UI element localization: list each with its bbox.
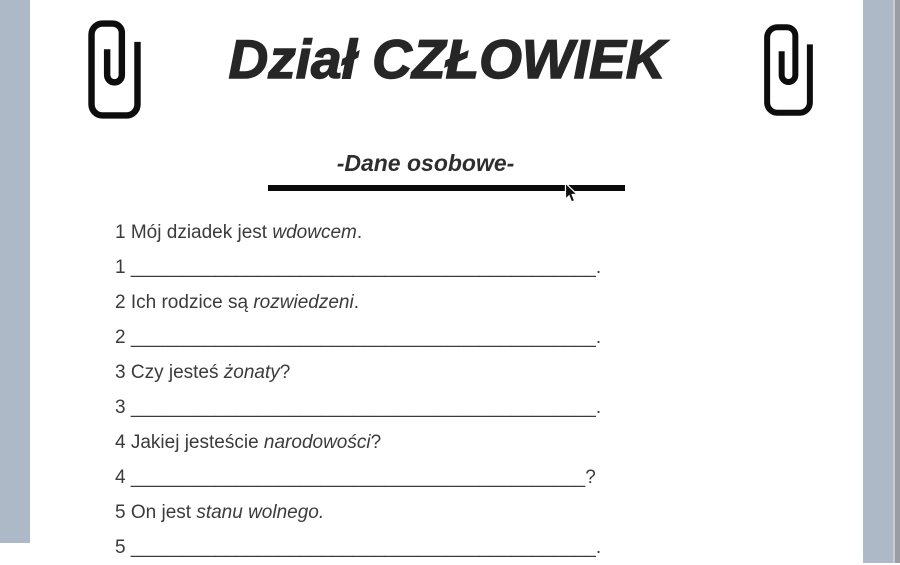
sentence-italic-word: żonaty: [223, 362, 280, 383]
sentence-end: ?: [370, 432, 382, 453]
answer-blank-row: [115, 320, 675, 355]
worksheet-title: Dział CZŁOWIEK: [228, 28, 666, 90]
sentence-row: [115, 425, 675, 460]
sentence-row: [115, 355, 675, 390]
blank-end: .: [595, 397, 602, 418]
answer-blank-line: ____________________________________________: [125, 257, 596, 278]
sentence-text: Jakiej jesteście: [125, 432, 264, 453]
sentence-italic-word: rozwiedzeni: [253, 292, 354, 313]
item-number: 1: [115, 257, 126, 278]
sentence-end: .: [356, 222, 363, 243]
answer-blank-row: [115, 250, 675, 285]
blank-end: .: [595, 537, 602, 558]
item-number: 2: [115, 292, 126, 313]
sentence-italic-word: narodowości: [263, 432, 371, 453]
section-subtitle: -Dane osobowe-: [336, 150, 515, 176]
item-number: 4: [115, 432, 126, 453]
item-number: 3: [115, 362, 126, 383]
answer-blank-line: ____________________________________________: [125, 327, 596, 348]
sentence-end: .: [353, 292, 359, 313]
item-number: 1: [115, 222, 126, 243]
item-number: 4: [115, 467, 126, 488]
viewer-right-margin: [863, 0, 893, 563]
answer-blank-line: ____________________________________________: [125, 397, 596, 418]
blank-end: .: [595, 257, 602, 278]
sentence-text: Mój dziadek jest: [125, 222, 273, 243]
sentence-text: Czy jesteś: [125, 362, 224, 383]
viewer-left-margin: [0, 0, 30, 543]
answer-blank-row: [115, 390, 675, 425]
sentence-text: Ich rodzice są: [125, 292, 254, 313]
sentence-end: ?: [279, 362, 291, 383]
item-number: 5: [115, 537, 126, 558]
blank-end: .: [595, 327, 602, 348]
exercise-list: [115, 215, 675, 565]
sentence-italic-word: wdowcem: [272, 222, 357, 243]
item-number: 5: [115, 502, 126, 523]
answer-blank-line: ____________________________________________: [125, 537, 596, 558]
sentence-row: [115, 495, 675, 530]
answer-blank-row: [115, 460, 675, 495]
sentence-italic-word: stanu wolnego.: [196, 502, 325, 523]
item-number: 3: [115, 397, 126, 418]
viewer-right-edge: [895, 0, 900, 563]
item-number: 2: [115, 327, 126, 348]
answer-blank-row: [115, 530, 675, 565]
sentence-text: On jest: [125, 502, 197, 523]
arrow-cursor: [564, 182, 579, 210]
sentence-row: [115, 215, 675, 250]
answer-blank-line: ___________________________________________: [125, 467, 586, 488]
sentence-row: [115, 285, 675, 320]
blank-end: ?: [585, 467, 596, 488]
